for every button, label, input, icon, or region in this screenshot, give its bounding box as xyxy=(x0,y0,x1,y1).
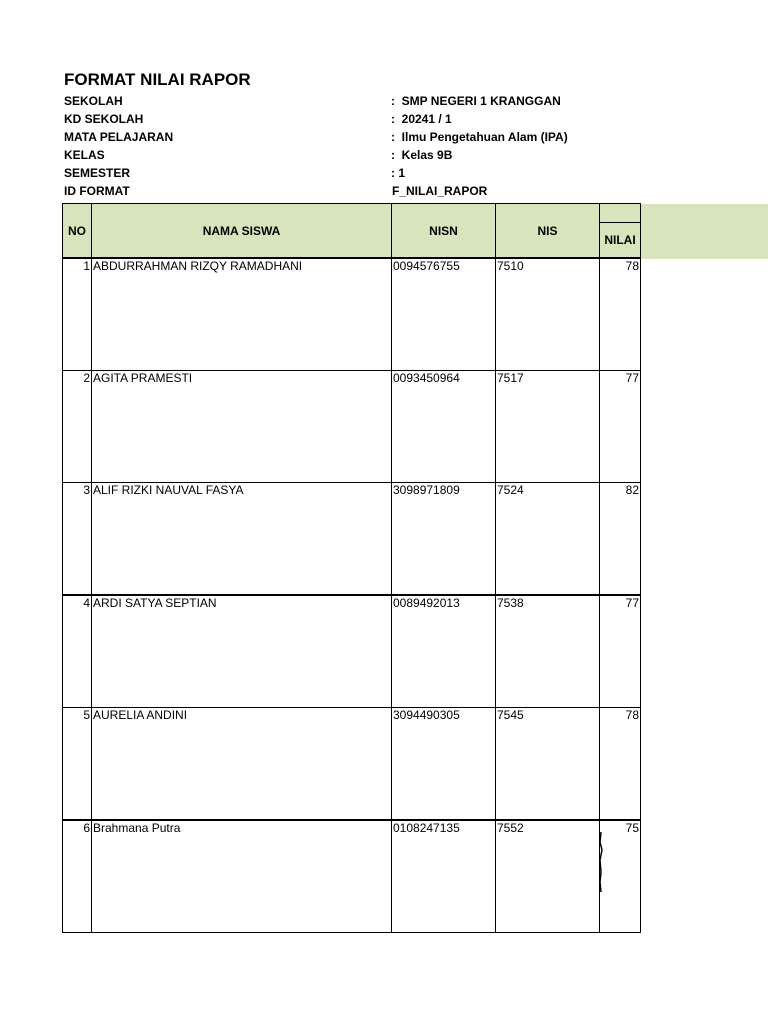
meta-row-kd-sekolah xyxy=(64,110,624,128)
table-row xyxy=(62,482,641,595)
ink-mark xyxy=(599,832,603,892)
col-header-nis: NIS xyxy=(495,203,600,258)
meta-value: : 1 xyxy=(391,166,406,180)
cell-no: 3 xyxy=(62,482,92,595)
meta-value: : Ilmu Pengetahuan Alam (IPA) xyxy=(391,130,568,144)
cell-nis: 7517 xyxy=(495,370,600,483)
cell-nilai: 77 xyxy=(599,370,641,483)
cell-nis: 7545 xyxy=(495,707,600,820)
col-header-nama-siswa: NAMA SISWA xyxy=(91,203,392,258)
meta-value: : Kelas 9B xyxy=(391,148,453,162)
meta-value: : 20241 / 1 xyxy=(391,112,452,126)
cell-nisn: 0108247135 xyxy=(391,820,496,933)
table-row xyxy=(62,258,641,371)
col-header-no: NO xyxy=(62,203,92,258)
col-header-nisn: NISN xyxy=(391,203,496,258)
cell-nama-siswa: ARDI SATYA SEPTIAN xyxy=(91,595,392,708)
meta-row-mata-pelajaran xyxy=(64,128,624,146)
meta-label: MATA PELAJARAN xyxy=(64,130,174,144)
table-row xyxy=(62,370,641,483)
cell-nama-siswa: Brahmana Putra xyxy=(91,820,392,933)
cell-nis: 7510 xyxy=(495,258,600,371)
meta-row-semester xyxy=(64,164,624,182)
cell-nisn: 3098971809 xyxy=(391,482,496,595)
cell-nilai: 77 xyxy=(599,595,641,708)
col-header-nilai-top xyxy=(599,203,641,223)
cell-nama-siswa: ABDURRAHMAN RIZQY RAMADHANI xyxy=(91,258,392,371)
cell-nilai: 82 xyxy=(599,482,641,595)
meta-label: KD SEKOLAH xyxy=(64,112,144,126)
meta-label: KELAS xyxy=(64,148,105,162)
meta-label: SEMESTER xyxy=(64,166,131,180)
meta-value: F_NILAI_RAPOR xyxy=(392,184,488,198)
meta-label: ID FORMAT xyxy=(64,184,130,198)
cell-nis: 7524 xyxy=(495,482,600,595)
cell-nama-siswa: AURELIA ANDINI xyxy=(91,707,392,820)
cell-no: 1 xyxy=(62,258,92,371)
meta-row-sekolah xyxy=(64,92,624,110)
meta-value: : SMP NEGERI 1 KRANGGAN xyxy=(391,94,561,108)
table-row xyxy=(62,820,641,933)
cell-nis: 7552 xyxy=(495,820,600,933)
cell-nama-siswa: ALIF RIZKI NAUVAL FASYA xyxy=(91,482,392,595)
cell-nisn: 3094490305 xyxy=(391,707,496,820)
table-row xyxy=(62,595,641,708)
header-extension xyxy=(641,204,768,259)
cell-no: 6 xyxy=(62,820,92,933)
cell-no: 5 xyxy=(62,707,92,820)
cell-nisn: 0089492013 xyxy=(391,595,496,708)
cell-nisn: 0094576755 xyxy=(391,258,496,371)
cell-no: 2 xyxy=(62,370,92,483)
page-title: FORMAT NILAI RAPOR xyxy=(64,70,251,89)
meta-row-kelas xyxy=(64,146,624,164)
cell-nisn: 0093450964 xyxy=(391,370,496,483)
meta-label: SEKOLAH xyxy=(64,94,123,108)
cell-nilai: 78 xyxy=(599,707,641,820)
cell-nilai: 75 xyxy=(599,820,641,933)
cell-no: 4 xyxy=(62,595,92,708)
cell-nis: 7538 xyxy=(495,595,600,708)
cell-nilai: 78 xyxy=(599,258,641,371)
cell-nama-siswa: AGITA PRAMESTI xyxy=(91,370,392,483)
meta-row-id-format xyxy=(64,182,624,200)
col-header-nilai: NILAI xyxy=(599,222,641,258)
table-row xyxy=(62,707,641,820)
